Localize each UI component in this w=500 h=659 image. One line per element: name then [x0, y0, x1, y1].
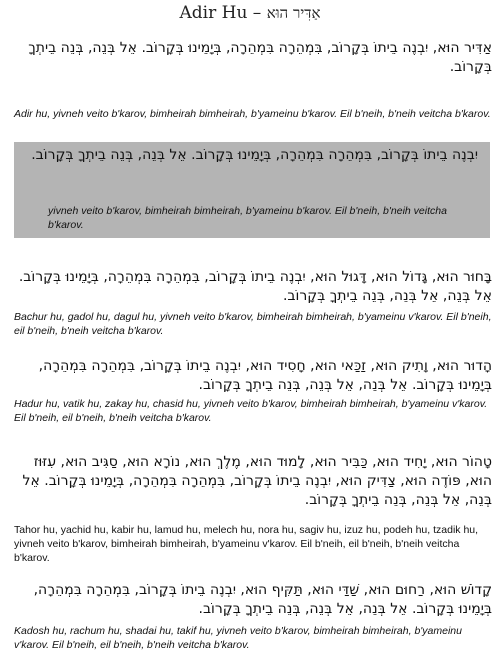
- title-hebrew: אַדִּיר הוּא: [266, 4, 321, 22]
- refrain-highlight-box: [14, 142, 490, 238]
- verse-1-transliteration: Adir hu, yivneh veito b'karov, bimheirah bimheirah, b'yameinu b'karov. Eil b'neih, b'neih veitcha b'karov.: [14, 108, 491, 120]
- verse-3-hebrew: הָדוּר הוּא, וָתִיק הוּא, זַכַּאי הוּא, חָסִיד הוּא, יִבְנֶה בֵיתוֹ בְּקָרוֹב, בִּמְהֵרָה בִּמְהֵרָה, בְּיָמֵינוּ בְּקָרוֹב. אֵל בְּנֵה, אֵל בְּנֵה, בְּנֵה בֵיתְךָ בְּקָרוֹב.: [38, 358, 492, 393]
- page-title: [0, 3, 500, 23]
- refrain-transliteration: yivneh veito b'karov, bimheirah bimheirah, b'yameinu b'karov. Eil b'neih, b'neih veitcha b'karov.: [48, 205, 447, 231]
- verse-2-transliteration: Bachur hu, gadol hu, dagul hu, yivneh veito b'karov, bimheirah bimheirah, b'yameinu v'karov. Eil b'neih, eil b'neih, b'neih veitcha b'karov.: [14, 311, 492, 337]
- verse-3-transliteration: Hadur hu, vatik hu, zakay hu, chasid hu, yivneh veito b'karov, bimheirah bimheirah, b'yameinu v'karov. Eil b'neih, eil b'neih, b'neih veitcha b'karov.: [14, 398, 488, 424]
- verse-5-hebrew: קָדוֹשׁ הוּא, רַחוּם הוּא, שַׁדַּי הוּא, תַּקִּיף הוּא, יִבְנֶה בֵיתוֹ בְּקָרוֹב, בִּמְהֵרָה בִּמְהֵרָה, בְּיָמֵינוּ בְּקָרוֹב. אֵל בְּנֵה, אֵל בְּנֵה, בְּנֵה בֵיתְךָ בְּקָרוֹב.: [33, 582, 492, 617]
- title-english: Adir Hu –: [179, 3, 262, 23]
- verse-4-hebrew: טָהוֹר הוּא, יָחִיד הוּא, כַּבִּיר הוּא, לָמוּד הוּא, מֶלֶךְ הוּא, נוֹרָא הוּא, סַגִּיב הוּא, עִזּוּז הוּא, פּוֹדֶה הוּא, צַדִּיק הוּא, יִבְנֶה בֵיתוֹ בְּקָרוֹב, בִּמְהֵרָה בִּמְהֵרָה, בְּיָמֵינוּ בְּקָרוֹב. אֵל בְּנֵה, אֵל בְּנֵה, בְּנֵה בֵיתְךָ בְּקָרוֹב.: [22, 454, 492, 508]
- verse-1-hebrew: אַדִּיר הוּא, יִבְנֶה בֵיתוֹ בְּקָרוֹב, בִּמְהֵרָה בִּמְהֵרָה, בְּיָמֵינוּ בְּקָרוֹב. אֵל בְּנֵה, בְּנֵה בֵיתְךָ בְּקָרוֹב.: [28, 40, 492, 75]
- verse-4-transliteration: Tahor hu, yachid hu, kabir hu, lamud hu, melech hu, nora hu, sagiv hu, izuz hu, podeh hu, tzadik hu, yivneh veito b'karov, bimheirah bimheirah, b'yameinu v'karov. Eil b'neih, eil b'neih, b'neih veitcha b'karov.: [14, 524, 479, 564]
- verse-5-transliteration: Kadosh hu, rachum hu, shadai hu, takif hu, yivneh veito b'karov, bimheirah bimheirah, b'yameinu v'karov. Eil b'neih, eil b'neih, b'neih veitcha b'karov.: [14, 625, 462, 651]
- verse-2-hebrew: בָּחוּר הוּא, גָּדוֹל הוּא, דָּגוּל הוּא, יִבְנֶה בֵיתוֹ בְּקָרוֹב, בִּמְהֵרָה בִּמְהֵרָה, בְּיָמֵינוּ בְּקָרוֹב. אֵל בְּנֵה, אֵל בְּנֵה, בְּנֵה בֵיתְךָ בְּקָרוֹב.: [18, 269, 492, 304]
- refrain-hebrew: יִבְנֶה בֵיתוֹ בְּקָרוֹב, בִּמְהֵרָה בִּמְהֵרָה, בְּיָמֵינוּ בְּקָרוֹב. אֵל בְּנֵה, בְּנֵה בֵיתְךָ בְּקָרוֹב.: [31, 147, 478, 163]
